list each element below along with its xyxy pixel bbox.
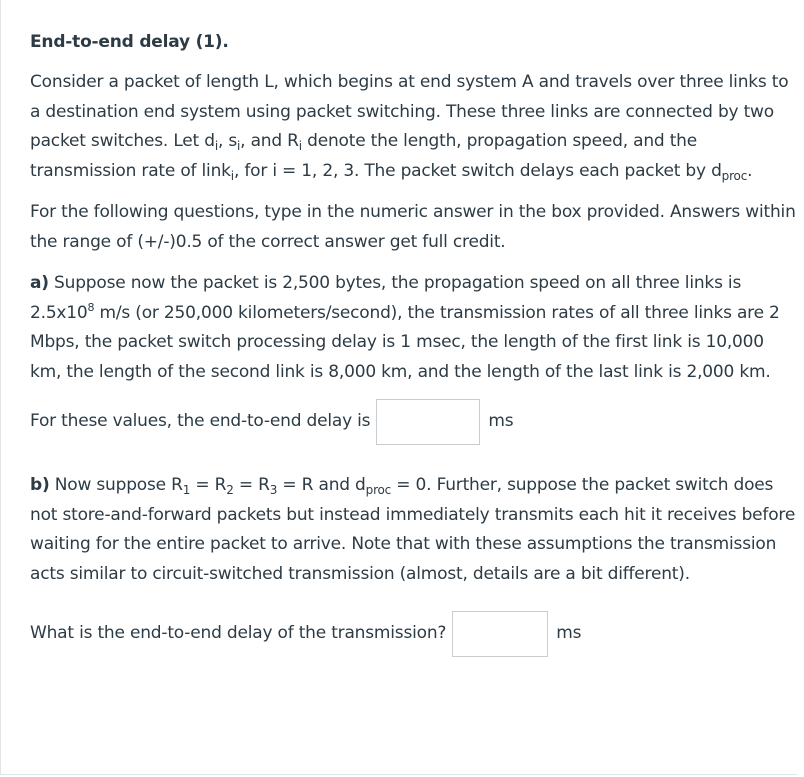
question-content: [30, 28, 800, 683]
part-b-question: What is the end-to-end delay of the transmission?: [30, 623, 447, 644]
part-b-answer-input[interactable]: [452, 611, 548, 657]
part-a-question: For these values, the end-to-end delay is: [30, 411, 371, 432]
part-b-label: b): [30, 475, 50, 495]
intro-paragraph: Consider a packet of length L, which begins at end system A and travels over three links to a destination end system using packet switching. These three links are connected by two packet switches. Let $d_i$, $s_i$, and $R_i$ denote the length, propagation speed, and the transmission rate of link$_i$, for i = 1, 2, 3. The packet switch delays each packet by $d_{proc}$.: [30, 72, 789, 183]
part-a-answer-row: [30, 399, 800, 445]
part-a-label: a): [30, 273, 49, 293]
part-b-answer-row: [30, 611, 800, 657]
part-b-unit: ms: [556, 623, 582, 644]
part-a-answer-input[interactable]: [376, 399, 480, 445]
question-title: End-to-end delay (1).: [30, 32, 229, 52]
part-b-paragraph: b) Now suppose $R_1 = R_2 = R_3 = R$ and $d_{proc} = 0$. Further, suppose the packet switch does not store-and-forward packets but instead immediately transmits each hit it receives before waiting for the entire packet to arrive. Note that with these assumptions the transmission acts similar to circuit-switched transmission (almost, details are a bit different).: [30, 475, 796, 584]
part-a-unit: ms: [488, 411, 514, 432]
part-a-paragraph: a) Suppose now the packet is 2,500 bytes, the propagation speed on all three links is $2.5x10^8$ m/s (or 250,000 kilometers/second), the transmission rates of all three links are 2 Mbps, the packet switch processing delay is 1 msec, the length of the first link is 10,000 km, the length of the second link is 8,000 km, and the length of the last link is 2,000 km.: [30, 273, 780, 382]
instructions-paragraph: For the following questions, type in the numeric answer in the box provided. Answers within the range of (+/-)0.5 of the correct answer get full credit.: [30, 202, 796, 252]
